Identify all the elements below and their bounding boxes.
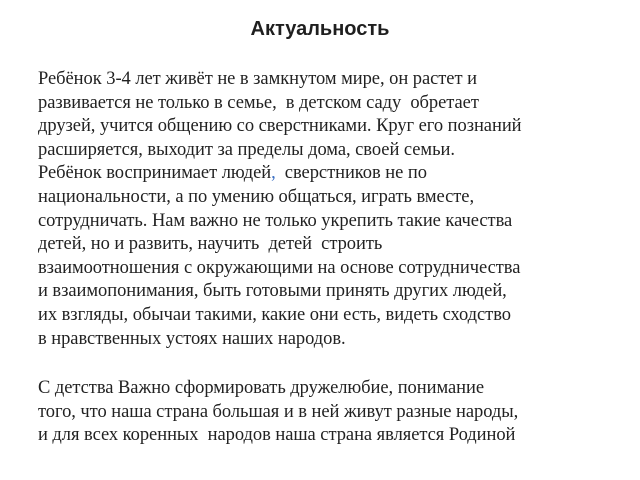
paragraph-line: в нравственных устоях наших народов. xyxy=(38,328,346,349)
paragraph-line: и взаимопонимания, быть готовыми принять других людей, xyxy=(38,281,507,302)
paragraph-line: и для всех коренных народов наша страна является Родиной xyxy=(38,425,516,446)
paragraph-line: национальности, а по умению общаться, играть вместе, xyxy=(38,186,475,207)
line-segment: сверстников не по xyxy=(275,163,427,184)
paragraph-line: того, что наша страна большая и в ней живут разные народы, xyxy=(38,401,519,422)
paragraph-line: развивается не только в семье, в детском саду обретает xyxy=(38,92,479,113)
paragraph-line: С детства Важно сформировать дружелюбие, понимание xyxy=(38,378,485,398)
highlighted-comma: , xyxy=(271,163,276,184)
paragraph-line: взаимоотношения с окружающими на основе сотрудничества xyxy=(38,257,521,278)
paragraph-line: сотрудничать. Нам важно не только укрепить такие качества xyxy=(38,210,513,231)
paragraph-line: расширяется, выходит за пределы дома, своей семьи. xyxy=(38,139,455,160)
paragraph-line xyxy=(38,162,613,186)
paragraph-friendship xyxy=(38,377,613,448)
paragraph-line: детей, но и развить, научить детей строить xyxy=(38,234,383,255)
paragraph-line: их взгляды, обычаи такими, какие они есть, видеть сходство xyxy=(38,304,511,325)
paragraph-line: Ребёнок 3-4 лет живёт не в замкнутом мире, он растет и xyxy=(38,69,477,89)
paragraph-relevance xyxy=(38,68,613,351)
paragraph-line: друзей, учится общению со сверстниками. Круг его познаний xyxy=(38,116,522,137)
slide-title: Актуальность xyxy=(250,18,390,40)
line-segment: Ребёнок воспринимает людей xyxy=(38,163,272,184)
